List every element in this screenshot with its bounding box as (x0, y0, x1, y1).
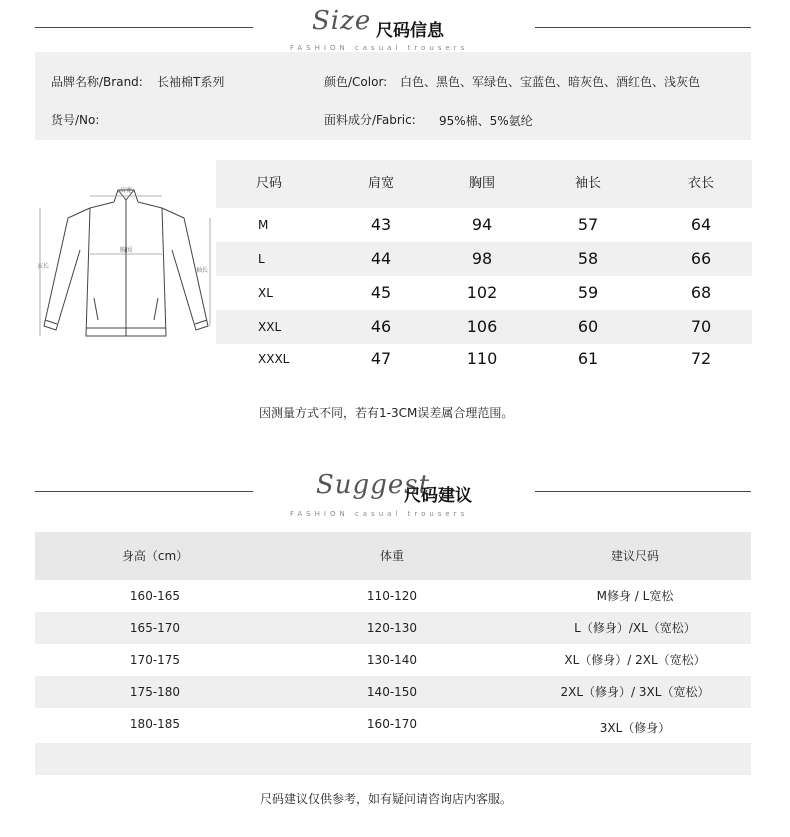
shoulder-cell: 44 (370, 249, 392, 268)
length-cell: 66 (690, 249, 712, 268)
weight-cell: 140-150 (366, 685, 418, 699)
table-row (216, 276, 752, 310)
size-cell: L (258, 252, 265, 266)
suggest-note: 尺码建议仅供参考，如有疑问请咨询店内客服。 (260, 792, 513, 806)
suggest-table-header (35, 532, 751, 580)
divider-left (35, 27, 253, 28)
divider-left (35, 491, 253, 492)
height-cell: 165-170 (129, 621, 181, 635)
height-cell: 170-175 (129, 653, 181, 667)
size-cell: M (258, 218, 269, 232)
suggest-section-subtitle: FASHION casual trousers (290, 510, 469, 518)
size-table-header (216, 160, 752, 208)
sleeve-cell: 58 (577, 249, 599, 268)
product-info-box (35, 52, 751, 140)
sleeve-cell: 60 (577, 317, 599, 336)
chest-cell: 102 (466, 283, 498, 302)
size-cell: XL (258, 286, 273, 300)
suggest-header-height: 身高（cm） (121, 549, 189, 563)
diagram-length-label: 衣长 (36, 263, 50, 270)
length-cell: 72 (690, 349, 712, 368)
weight-cell: 160-170 (366, 717, 418, 731)
size-header-sleeve: 袖长 (574, 176, 601, 191)
diagram-chest-label: 胸围 (119, 247, 133, 254)
suggest-header-weight: 体重 (379, 549, 404, 563)
chest-cell: 98 (471, 249, 493, 268)
size-cell: XXXL (258, 352, 290, 366)
height-cell: 160-165 (129, 589, 181, 603)
sleeve-cell: 59 (577, 283, 599, 302)
chest-cell: 94 (471, 215, 493, 234)
sleeve-cell: 61 (577, 349, 599, 368)
length-cell: 68 (690, 283, 712, 302)
size-cell: XXL (258, 320, 282, 334)
shoulder-cell: 46 (370, 317, 392, 336)
color-label: 颜色/Color: (324, 75, 388, 89)
size-header-length: 衣长 (687, 176, 714, 191)
diagram-sleeve-label: 袖长 (195, 267, 209, 274)
suggested-size-cell: M修身 / L宽松 (596, 589, 674, 603)
jacket-measurement-diagram (36, 180, 216, 352)
suggest-section-title: 尺码建议 (404, 486, 472, 506)
table-row (35, 580, 751, 612)
shoulder-cell: 45 (370, 283, 392, 302)
table-row (35, 612, 751, 644)
suggested-size-cell: XL（修身）/ 2XL（宽松） (564, 653, 706, 667)
table-row (216, 342, 752, 376)
table-row (216, 208, 752, 242)
suggest-script-title: Suggest (316, 470, 431, 500)
size-script-title: Size (312, 6, 372, 36)
height-cell: 180-185 (129, 717, 181, 731)
size-header-chest: 胸围 (468, 176, 495, 191)
weight-cell: 130-140 (366, 653, 418, 667)
table-row-empty (35, 743, 751, 775)
chest-cell: 106 (466, 317, 498, 336)
divider-right (535, 27, 751, 28)
suggested-size-cell: 2XL（修身）/ 3XL（宽松） (560, 685, 710, 699)
table-row (35, 676, 751, 708)
length-cell: 70 (690, 317, 712, 336)
length-cell: 64 (690, 215, 712, 234)
item-no-label: 货号/No: (51, 113, 100, 127)
shoulder-cell: 43 (370, 215, 392, 234)
brand-value: 长袖棉T系列 (157, 75, 225, 89)
size-section-title: 尺码信息 (376, 21, 444, 41)
chest-cell: 110 (466, 349, 498, 368)
weight-cell: 110-120 (366, 589, 418, 603)
shoulder-cell: 47 (370, 349, 392, 368)
suggest-header-size: 建议尺码 (610, 549, 659, 563)
size-measurement-note: 因测量方式不同，若有1-3CM误差属合理范围。 (259, 406, 514, 420)
fabric-value: 95%棉、5%氨纶 (439, 114, 533, 128)
suggested-size-cell: 3XL（修身） (599, 721, 671, 735)
size-header-size: 尺码 (256, 176, 283, 191)
table-row (35, 644, 751, 676)
brand-label: 品牌名称/Brand: (51, 75, 143, 89)
size-section-subtitle: FASHION casual trousers (290, 44, 469, 52)
divider-right (535, 491, 751, 492)
sleeve-cell: 57 (577, 215, 599, 234)
height-cell: 175-180 (129, 685, 181, 699)
suggested-size-cell: L（修身）/XL（宽松） (574, 621, 696, 635)
size-header-shoulder: 肩宽 (367, 176, 394, 191)
table-row (35, 708, 751, 740)
fabric-label: 面料成分/Fabric: (324, 113, 416, 127)
color-value: 白色、黑色、军绿色、宝蓝色、暗灰色、酒红色、浅灰色 (400, 75, 701, 89)
table-row (216, 310, 752, 344)
weight-cell: 120-130 (366, 621, 418, 635)
diagram-shoulder-label: 肩宽 (119, 187, 133, 194)
table-row (216, 242, 752, 276)
